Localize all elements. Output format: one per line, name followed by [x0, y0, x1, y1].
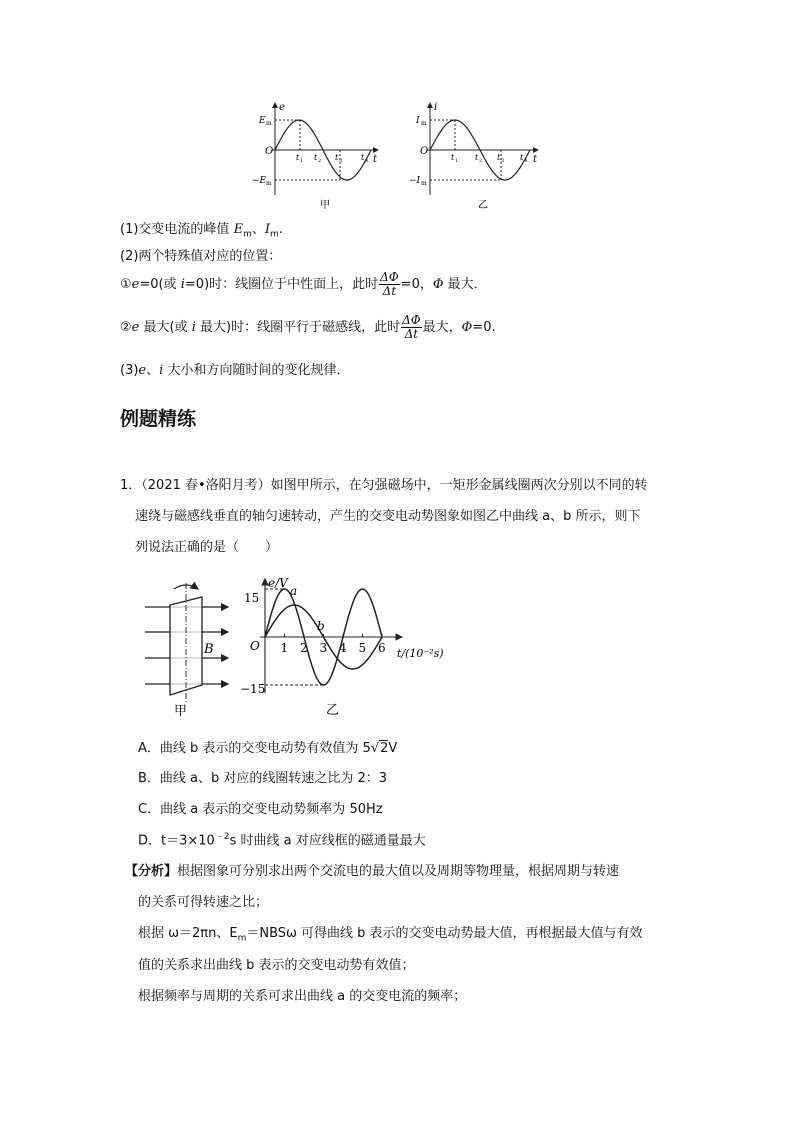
jia-tick-t3-sub: 3: [339, 158, 343, 164]
sub-m: m: [270, 229, 279, 240]
var-E: E: [233, 222, 244, 237]
analysis-label: 【分析】: [125, 864, 178, 879]
yi-axis-x-label: t: [533, 154, 538, 165]
option-B[interactable]: B．曲线 a、b 对应的线圈转速之比为 2：3: [138, 771, 388, 786]
analysis-text: ＝NBSω 可得曲线 b 表示的交变电动势最大值，再根据最大值与有效: [246, 926, 643, 941]
text-line-case-1: [120, 271, 487, 298]
yi-tick-t1: t: [451, 153, 455, 162]
jia-axis-x-label: t: [373, 154, 378, 165]
jia-origin: O: [265, 146, 274, 157]
jia-tick-t2-sub: 2: [318, 158, 322, 164]
section-title: 例题精练: [120, 408, 197, 430]
option-C[interactable]: C．曲线 a 表示的交变电动势频率为 50Hz: [138, 802, 383, 817]
frac-den: Δt: [404, 327, 419, 341]
var-phi: Φ: [432, 277, 444, 292]
jia-peak-neg: −E: [252, 176, 267, 186]
question-line-1: 1．（2021 春•洛阳月考）如图甲所示，在匀强磁场中，一矩形金属线圈两次分别以不同的转: [120, 478, 648, 493]
case2-text-c: 最大，: [422, 320, 462, 335]
line5-marker: (3): [120, 363, 139, 378]
yi-tick-t2-sub: 2: [479, 158, 483, 164]
coil-caption: 甲: [174, 704, 188, 717]
yi-tick-t4: t: [520, 153, 524, 162]
analysis-line-4: 值的关系求出曲线 b 表示的交变电动势有效值；: [138, 958, 415, 973]
sub-m: m: [243, 229, 252, 240]
graph-caption: 乙: [326, 703, 340, 717]
emf-graph: [240, 576, 444, 717]
text-line-special-values: (2)两个特殊值对应的位置：: [120, 249, 282, 264]
question-figure: [140, 575, 450, 717]
analysis-text: 根据图象可分别求出两个交流电的最大值以及周期等物理量，根据周期与转速: [177, 864, 620, 879]
jia-tick-t3: t: [335, 153, 339, 162]
analysis-line-5: 根据频率与周期的关系可求出曲线 a 的交变电流的频率；: [138, 989, 467, 1004]
fraction-dphi-dt: [379, 271, 400, 298]
jia-peak-pos-sub: m: [266, 120, 272, 127]
y-tick-positive: 15: [244, 591, 260, 605]
yi-tick-t4-sub: 4: [524, 158, 528, 164]
field-label-B: B: [204, 642, 214, 657]
exponent: ﹣2: [214, 832, 230, 842]
yi-tick-t2: t: [475, 153, 479, 162]
option-A-unit: V: [388, 741, 398, 756]
option-A[interactable]: [138, 737, 397, 756]
case1-text-c: =0，: [400, 277, 433, 292]
jia-caption: 甲: [320, 200, 330, 211]
option-A-text: A．曲线 b 表示的交变电动势有效值为 5: [138, 741, 371, 756]
var-i: i: [159, 363, 164, 378]
jia-peak-pos: E: [259, 116, 266, 126]
case1-text-a: =0(或: [139, 277, 181, 292]
graph-jia: [252, 102, 378, 211]
yi-tick-t3: t: [497, 153, 501, 162]
analysis-line-1: [125, 860, 619, 879]
emf-origin: O: [250, 639, 260, 653]
option-D[interactable]: [138, 829, 426, 848]
frac-den: Δt: [382, 284, 397, 298]
sub-m: m: [237, 933, 247, 944]
line1-text: (1)交变电流的峰值: [120, 222, 234, 237]
separator: 、: [146, 363, 160, 378]
yi-peak-pos: I: [416, 116, 420, 126]
var-I: I: [264, 222, 270, 237]
frac-num: ΔΦ: [402, 313, 421, 327]
line5-text: 大小和方向随时间的变化规律．: [163, 363, 350, 378]
question-line-2: 速绕与磁感线垂直的轴匀速转动，产生的交变电动势图象如图乙中曲线 a、b 所示，则下: [135, 509, 641, 524]
case2-text-a: 最大(或: [139, 320, 192, 335]
var-i: i: [191, 320, 196, 335]
y-tick-negative: −15: [240, 682, 266, 696]
emf-x-label: t/(10⁻²s): [397, 647, 444, 660]
analysis-line-2: 的关系可得转速之比；: [138, 895, 269, 910]
case1-marker: ①: [120, 277, 132, 292]
fraction-dphi-dt: [401, 314, 422, 341]
case1-text-b: =0)时：线圈位于中性面上，此时: [184, 277, 379, 292]
var-e: e: [138, 363, 147, 378]
yi-axis-y-label: i: [434, 102, 438, 113]
coil-diagram: [145, 583, 228, 717]
curve-b-label: b: [317, 619, 325, 633]
graph-yi: [409, 102, 538, 211]
curve-a-label: a: [290, 584, 298, 598]
yi-peak-neg-sub: m: [421, 180, 427, 187]
case2-text-d: =0.: [472, 320, 496, 335]
x-tick-label: 6: [378, 641, 386, 655]
separator: 、: [251, 222, 265, 237]
sqrt-radicand: 2: [380, 741, 389, 756]
case1-text-d: 最大．: [443, 277, 487, 292]
yi-origin: O: [420, 146, 429, 157]
var-e: e: [131, 320, 140, 335]
yi-caption: 乙: [478, 200, 488, 211]
top-figure: [250, 100, 550, 212]
jia-tick-t4-sub: 4: [365, 158, 369, 164]
x-tick-label: 1: [280, 641, 289, 655]
yi-peak-neg: −I: [409, 176, 421, 186]
jia-tick-t1: t: [296, 153, 300, 162]
option-D-text: D．t＝3×10: [138, 833, 215, 849]
question-line-3: 列说法正确的是（ ）: [135, 540, 279, 555]
analysis-line-3: [138, 922, 643, 944]
text-line-peak: [120, 218, 283, 240]
text-line-case-2: [120, 314, 496, 341]
var-phi: Φ: [461, 320, 473, 335]
x-tick-label: 3: [319, 641, 328, 655]
analysis-text: 根据 ω＝2πn、E: [138, 926, 238, 941]
jia-axis-y-label: e: [279, 102, 285, 113]
frac-num: ΔΦ: [380, 270, 399, 284]
case2-marker: ②: [120, 320, 132, 335]
sqrt-icon: √2: [370, 741, 389, 756]
jia-tick-t2: t: [314, 153, 318, 162]
jia-peak-neg-sub: m: [266, 180, 272, 187]
var-e: e: [131, 277, 140, 292]
x-tick-label: 4: [339, 641, 347, 655]
case2-text-b: 最大)时：线圈平行于磁感线，此时: [195, 320, 401, 335]
yi-peak-pos-sub: m: [421, 120, 427, 127]
yi-tick-t3-sub: 3: [501, 158, 505, 164]
period: .: [278, 222, 283, 237]
jia-tick-t4: t: [361, 153, 365, 162]
option-D-text-end: s 时曲线 a 对应线框的磁通量最大: [229, 833, 426, 849]
text-line-variation: [120, 359, 349, 378]
yi-tick-t1-sub: 1: [455, 158, 459, 164]
var-i: i: [180, 277, 185, 292]
x-tick-label: 5: [358, 641, 367, 655]
jia-tick-t1-sub: 1: [300, 158, 304, 164]
emf-y-label: e/V: [268, 576, 288, 590]
x-tick-label: 2: [300, 641, 308, 655]
